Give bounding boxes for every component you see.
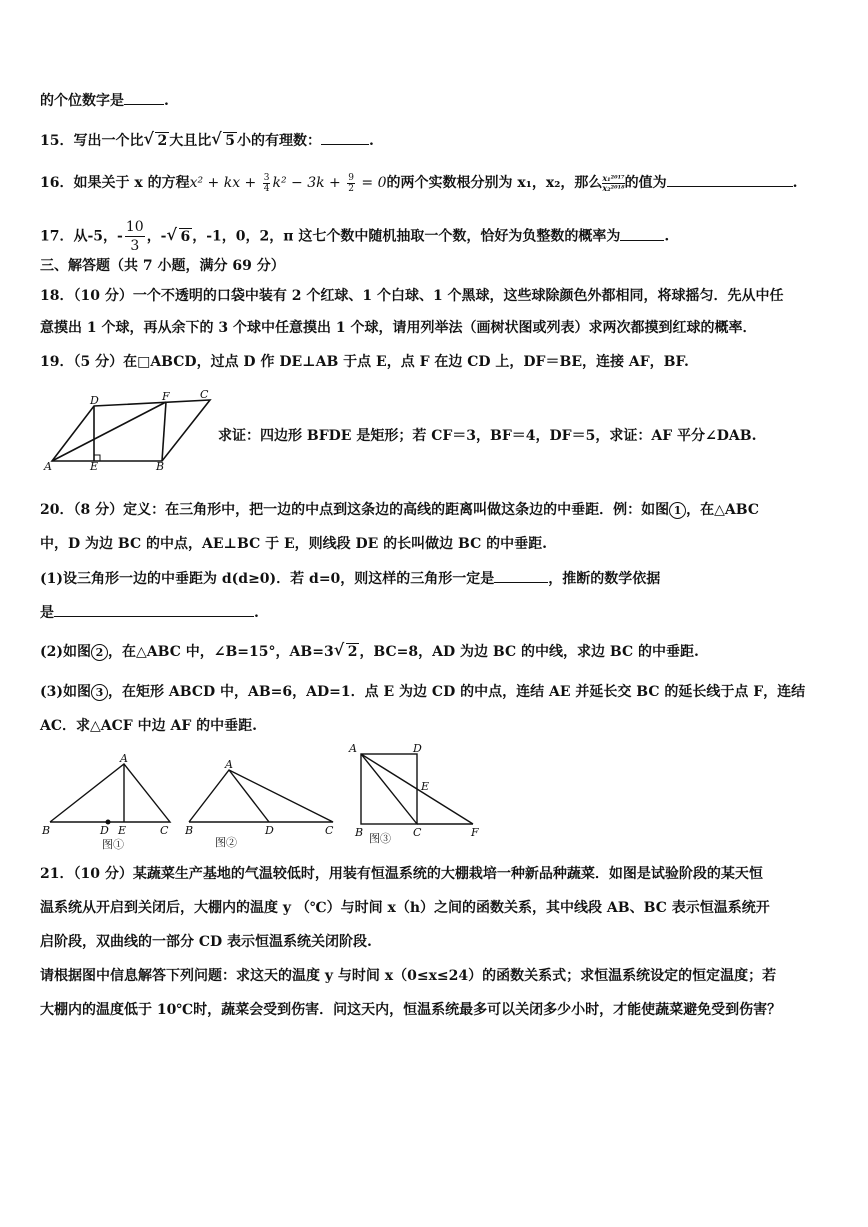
label-C: C [200, 388, 209, 401]
sqrt-6-arg: 6 [180, 228, 191, 245]
answer-blank [494, 568, 548, 583]
q14-end: . [164, 93, 169, 109]
sqrt-2: √ 2 [143, 129, 168, 149]
answer-blank [667, 172, 793, 187]
q16-end: . [792, 175, 798, 191]
q20-part1 [40, 568, 660, 589]
label-B: B [42, 824, 51, 837]
label-E: E [118, 824, 127, 837]
circled-2: 2 [91, 644, 108, 661]
q16-eq-a: x² + kx + [189, 175, 261, 191]
q14-text: 的个位数字是 [40, 93, 124, 109]
label-B: B [156, 460, 165, 472]
q18-line1: 18．（10 分）一个不透明的口袋中装有 2 个红球、1 个白球、1 个黑球，这些球除颜色外都相同，将球摇匀．先从中任 [40, 288, 784, 304]
q21-line1: 21．（10 分）某蔬菜生产基地的气温较低时，用装有恒温系统的大棚栽培一种新品种蔬菜．如图是试验阶段的某天恒 [40, 866, 763, 882]
q21-line5: 大棚内的温度低于 10℃时，蔬菜会受到伤害．问这天内，恒温系统最多可以关闭多少小时，才能使蔬菜避免受到伤害？ [40, 1002, 782, 1018]
q21-line2: 温系统从开启到关闭后，大棚内的温度 y （℃）与时间 x（h）之间的函数关系，其中线段 AB、BC 表示恒温系统开 [40, 900, 770, 916]
q20-p3-b: ，在矩形 ABCD 中，AB=6，AD=1．点 E 为边 CD 的中点，连结 AE 并延长交 BC 的延长线于点 F，连结 [108, 684, 806, 700]
q20-line1 [40, 500, 759, 520]
q16-text-a: 如果关于 x 的方程 [73, 175, 190, 191]
label-C: C [160, 824, 169, 837]
q15-text-a: 写出一个比 [73, 133, 144, 149]
q17-number: 17． [40, 228, 74, 245]
label-F: F [162, 390, 170, 403]
q20-p2-a: (2)如图 [40, 644, 91, 660]
label-C: C [413, 826, 422, 839]
q20-p1-b: ，推断的数学依据 [548, 571, 661, 587]
q20-line1-c: ，在△ABC [686, 502, 759, 518]
label-B: B [185, 824, 194, 837]
ratio-den: x₂²⁰¹⁸ [602, 182, 625, 193]
frac-den: 4 [263, 183, 270, 194]
q20-figure-2 [185, 758, 345, 850]
q18-line2: 意摸出 1 个球，再从余下的 3 个球中任意摸出 1 个球，请用列举法（画树状图或列表）求两次都摸到红球的概率． [40, 320, 757, 336]
q15-end: . [368, 133, 374, 149]
frac-den: 3 [130, 238, 140, 254]
q20-figure-3 [345, 740, 490, 848]
answer-blank [124, 90, 164, 105]
q17-end: . [664, 228, 670, 245]
q21-line3: 启阶段，双曲线的一部分 CD 表示恒温系统关闭阶段. [40, 934, 372, 950]
label-E: E [421, 780, 430, 793]
answer-blank [54, 602, 254, 617]
q20-part2 [40, 642, 699, 662]
figure-1-caption: 图① [102, 838, 124, 851]
q20-part3 [40, 682, 805, 702]
q15-text-b: 大且比 [169, 133, 212, 149]
frac-den: 2 [348, 183, 354, 194]
q20-line2: 中，D 为边 BC 的中点，AE⊥BC 于 E，则线段 DE 的长叫做边 BC 的中垂距. [40, 536, 548, 552]
sqrt-5: √ 5 [211, 129, 235, 149]
q20-p1-a: (1)设三角形一边的中垂距为 d(d≥0)．若 d=0，则这样的三角形一定是 [40, 571, 495, 587]
q19-parallelogram-figure [42, 386, 220, 472]
label-D: D [413, 742, 422, 755]
frac-3-4 [263, 173, 271, 194]
label-A: A [225, 758, 233, 771]
frac-num: 3 [263, 172, 270, 183]
q20-p1-c: 是 [40, 605, 54, 621]
figure-2-caption: 图② [215, 836, 237, 849]
q20-p3-a: (3)如图 [40, 684, 91, 700]
circled-3: 3 [91, 684, 108, 701]
q20-part3-cont: AC．求△ACF 中边 AF 的中垂距. [40, 718, 258, 734]
q19-line2: 求证：四边形 BFDE 是矩形；若 CF＝3，BF＝4，DF＝5，求证：AF 平分∠DAB. [218, 428, 757, 444]
q20-line1-a: 20．（8 分）定义：在三角形中，把一边的中点到这条边的高线的距离叫做这条边的中垂距．例：如图 [40, 502, 670, 518]
q17 [40, 218, 669, 255]
q21-line4: 请根据图中信息解答下列问题：求这天的温度 y 与时间 x（0≤x≤24）的函数关系式；求恒温系统设定的恒定温度；若 [40, 968, 777, 984]
sqrt-6: √ 6 [166, 224, 191, 245]
q15-text-c: 小的有理数： [236, 133, 321, 149]
q16-eq-c: = 0 [356, 175, 387, 191]
q15 [40, 130, 374, 151]
q17-text-c: ，-1，0，2，π 这七个数中随机抽取一个数，恰好为负整数的概率为 [192, 228, 621, 245]
q20-p2-c: ，BC=8，AD 为边 BC 的中线，求边 BC 的中垂距. [359, 644, 699, 660]
q16 [40, 172, 798, 194]
sqrt-2-arg: 2 [347, 644, 358, 660]
ratio-fraction [602, 174, 624, 193]
ratio-num: x₁²⁰¹⁷ [602, 172, 625, 183]
label-E: E [90, 460, 99, 472]
label-A: A [349, 742, 357, 755]
q17-text-a: 从-5，- [73, 228, 123, 245]
circled-1: 1 [669, 502, 686, 519]
sqrt-2: √ 2 [333, 640, 358, 660]
q16-text-c: 的值为 [624, 175, 667, 191]
q17-text-b: ，- [146, 228, 167, 245]
label-F: F [471, 826, 479, 839]
label-D: D [100, 824, 109, 837]
q20-figure-1 [40, 750, 180, 852]
label-D: D [90, 394, 99, 407]
label-C: C [325, 824, 334, 837]
label-B: B [355, 826, 364, 839]
frac-num: 9 [348, 172, 354, 183]
q16-number: 16． [40, 175, 74, 191]
q16-text-b: 的两个实数根分别为 x₁，x₂，那么 [386, 175, 603, 191]
q20-p2-b: ，在△ABC 中，∠B=15°，AB=3 [108, 644, 334, 660]
q14-tail [40, 90, 169, 111]
sqrt-5-arg: 5 [225, 133, 235, 149]
frac-10-3 [125, 218, 145, 255]
q19-line1: 19．（5 分）在□ABCD，过点 D 作 DE⊥AB 于点 E，点 F 在边 CD 上，DF＝BE，连接 AF，BF. [40, 354, 689, 370]
q20-p1-end: . [254, 605, 259, 621]
label-A: A [120, 752, 128, 765]
label-A: A [44, 460, 52, 472]
answer-blank [620, 226, 664, 241]
q15-number: 15． [40, 133, 74, 149]
section-heading: 三、解答题（共 7 小题，满分 69 分） [40, 258, 285, 274]
label-D: D [265, 824, 274, 837]
q16-eq-b: k² − 3k + [272, 175, 346, 191]
q20-part1-cont [40, 602, 259, 623]
figure-3-caption: 图③ [369, 832, 391, 845]
sqrt-2-arg: 2 [157, 133, 168, 149]
answer-blank [321, 130, 369, 145]
frac-9-2 [347, 173, 355, 194]
frac-num: 10 [125, 219, 144, 235]
